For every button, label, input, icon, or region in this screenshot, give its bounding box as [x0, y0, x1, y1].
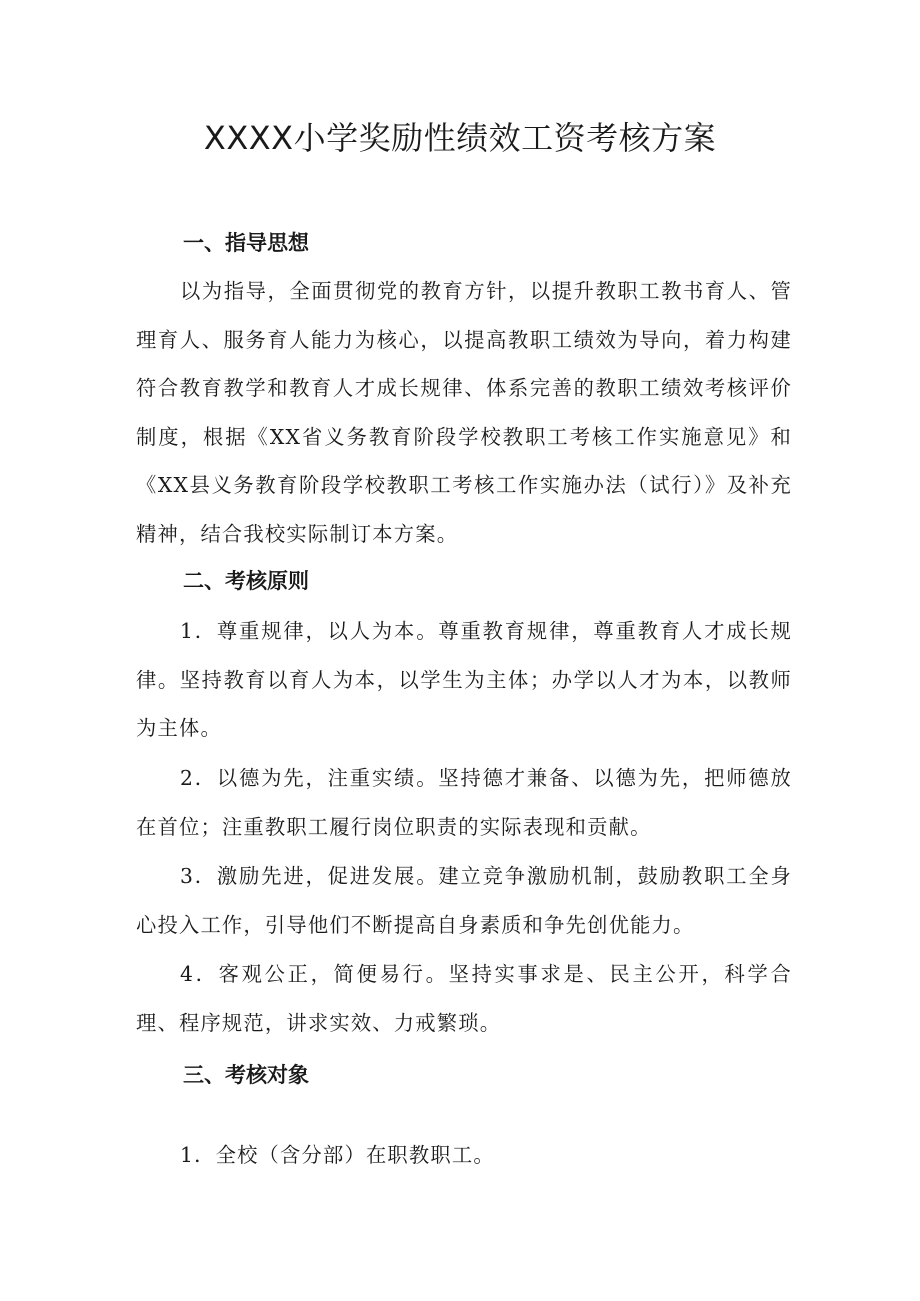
paragraph-principle-4: 4．客观公正，简便易行。坚持实事求是、民主公开，科学合理、程序规范，讲求实效、力戒繁琐。 — [136, 962, 792, 1035]
paragraph-principle-3: 3．激励先进，促进发展。建立竞争激励机制，鼓励教职工全身心投入工作，引导他们不断提高自身素质和争先创优能力。 — [136, 864, 792, 937]
section-heading-guiding-ideology: 一、指导思想 — [183, 231, 309, 255]
paragraph-principle-2: 2．以德为先，注重实绩。坚持德才兼备、以德为先，把师德放在首位；注重教职工履行岗位职责的实际表现和贡献。 — [136, 766, 792, 839]
paragraph-principle-1: 1．尊重规律，以人为本。尊重教育规律，尊重教育人才成长规律。坚持教育以育人为本，以学生为主体；办学以人才为本，以教师为主体。 — [136, 619, 792, 741]
paragraph-target-1: 1．全校（含分部）在职教职工。 — [180, 1143, 495, 1167]
section-heading-assessment-targets: 三、考核对象 — [183, 1063, 309, 1087]
section-heading-assessment-principles: 二、考核原则 — [183, 569, 309, 593]
document-title: XXXX小学奖励性绩效工资考核方案 — [203, 119, 717, 157]
paragraph-guiding-ideology: 以为指导，全面贯彻党的教育方针，以提升教职工教书育人、管理育人、服务育人能力为核心，以提高教职工绩效为导向，着力构建符合教育教学和教育人才成长规律、体系完善的教职工绩效考核评价制度，根据《XX省义务教育阶段学校教职工考核工作实施意见》和《XX县义务教育阶段学校教职工考核工作实施办法（试行）》及补充精神，结合我校实际制订本方案。 — [136, 279, 792, 546]
